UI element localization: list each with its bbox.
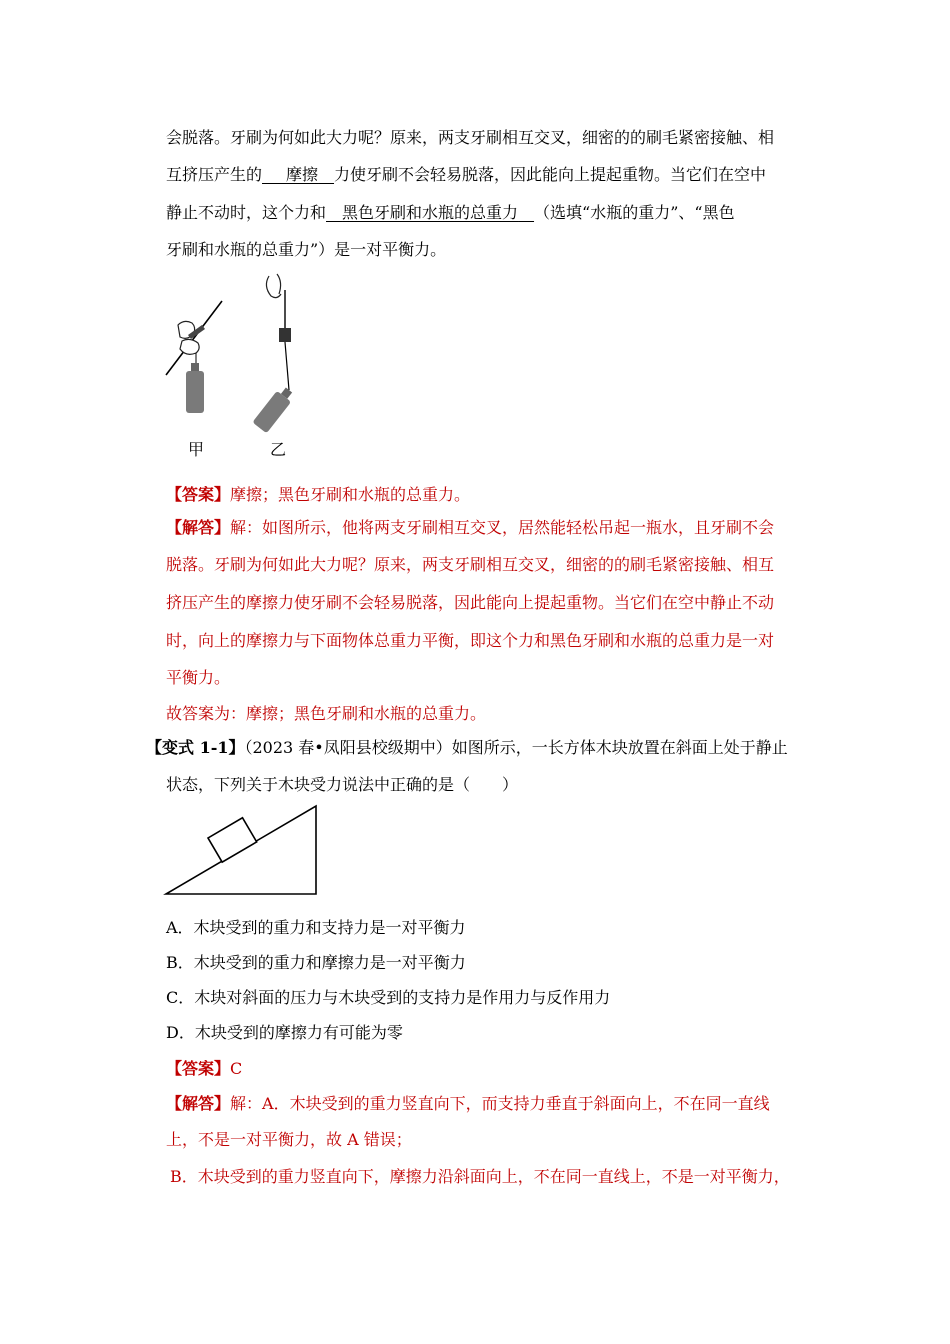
q2-line-1: 【变式 1-1】（2023 春•凤阳县校级期中）如图所示，一长方体木块放置在斜面上处于静止 (146, 738, 788, 757)
option-b: B．木块受到的重力和摩擦力是一对平衡力 (166, 953, 466, 972)
q1-line-3: 静止不动时，这个力和 黑色牙刷和水瓶的总重力 （选填“水瓶的重力”、“黑色 (166, 203, 735, 222)
q2-line-2: 状态，下列关于木块受力说法中正确的是（ ） (166, 775, 519, 794)
figure-label-jia: 甲 (188, 440, 205, 459)
q2-answer: 【答案】C (166, 1059, 243, 1078)
q1-analysis-line-3: 挤压产生的摩擦力使牙刷不会轻易脱落，因此能向上提起重物。当它们在空中静止不动 (166, 593, 775, 612)
wooden-block (208, 818, 257, 862)
q1-line-1: 会脱落。牙刷为何如此大力呢？原来，两支牙刷相互交叉，细密的的刷毛紧密接触、相 (166, 128, 775, 147)
q2-analysis-line-2: 上，不是一对平衡力，故 A 错误； (166, 1130, 412, 1149)
q1-answer: 【答案】摩擦；黑色牙刷和水瓶的总重力。 (166, 485, 471, 504)
q1-line-2: 互挤压产生的 摩擦 力使牙刷不会轻易脱落，因此能向上提起重物。当它们在空中 (166, 165, 767, 184)
figure-jia (160, 295, 230, 425)
incline-figure (164, 802, 324, 898)
figure-label-yi: 乙 (270, 440, 287, 459)
q1-analysis-line-2: 脱落。牙刷为何如此大力呢？原来，两支牙刷相互交叉，细密的的刷毛紧密接触、相互 (166, 555, 775, 574)
option-a: A．木块受到的重力和支持力是一对平衡力 (166, 918, 466, 937)
figure-yi (255, 272, 315, 432)
q1-analysis-line-1: 【解答】解：如图所示，他将两支牙刷相互交叉，居然能轻松吊起一瓶水，且牙刷不会 (166, 518, 775, 537)
hand-icon (266, 274, 281, 298)
q2-analysis-line-3: B．木块受到的重力竖直向下，摩擦力沿斜面向上，不在同一直线上，不是一对平衡力， (170, 1167, 790, 1186)
fill-blank-1: 摩擦 (286, 165, 319, 184)
q2-analysis-line-1: 【解答】解：A．木块受到的重力竖直向下，而支持力垂直于斜面向上，不在同一直线 (166, 1094, 770, 1113)
q1-analysis-line-4: 时，向上的摩擦力与下面物体总重力平衡，即这个力和黑色牙刷和水瓶的总重力是一对 (166, 631, 775, 650)
q1-analysis-line-5: 平衡力。 (166, 668, 231, 687)
fill-blank-2: 黑色牙刷和水瓶的总重力 (342, 203, 519, 222)
q1-final-answer: 故答案为：摩擦；黑色牙刷和水瓶的总重力。 (166, 704, 487, 723)
option-c: C．木块对斜面的压力与木块受到的支持力是作用力与反作用力 (166, 988, 611, 1007)
bottle-icon (186, 363, 204, 413)
bottle-icon (252, 384, 296, 433)
option-d: D．木块受到的摩擦力有可能为零 (166, 1023, 403, 1042)
q1-line-4: 牙刷和水瓶的总重力”）是一对平衡力。 (166, 240, 447, 259)
hands-icon (178, 321, 205, 354)
